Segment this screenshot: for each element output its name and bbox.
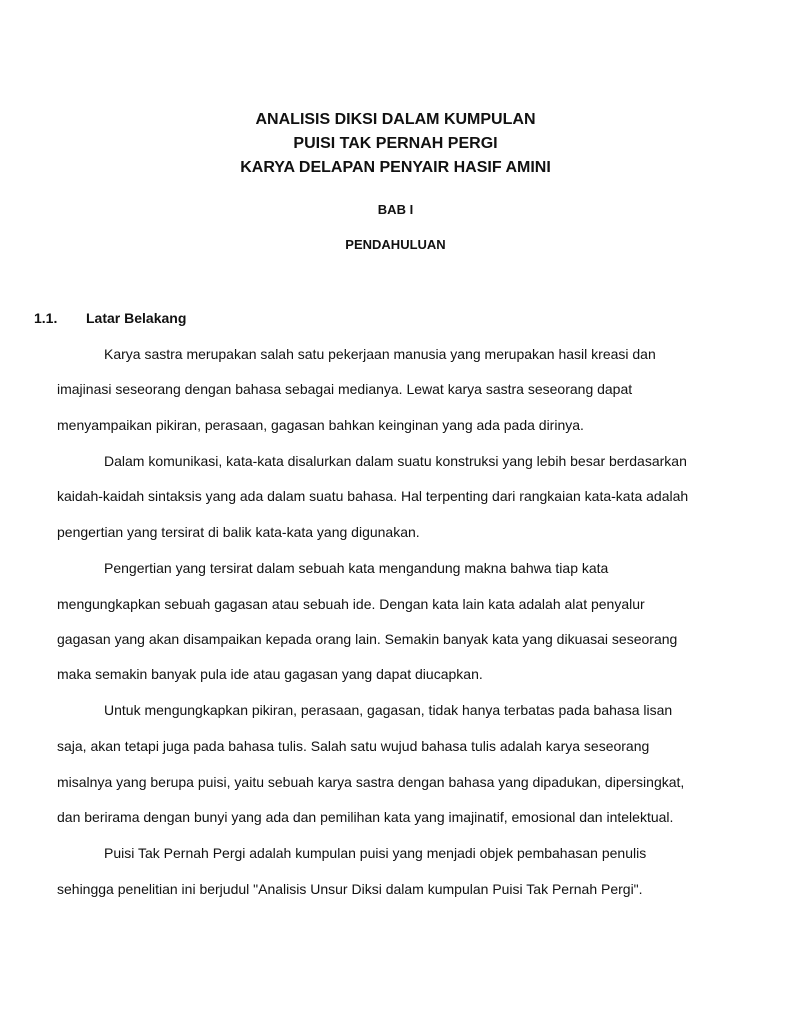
document-title xyxy=(0,108,791,180)
section-title: Latar Belakang xyxy=(86,310,187,326)
title-line-2: PUISI TAK PERNAH PERGI xyxy=(293,135,498,152)
paragraph-line: dan berirama dengan bunyi yang ada dan pemilihan kata yang imajinatif, emosional dan intelektual. xyxy=(57,809,674,825)
paragraph-line: menyampaikan pikiran, perasaan, gagasan bahkan keinginan yang ada pada dirinya. xyxy=(57,417,584,433)
paragraph-line: maka semakin banyak pula ide atau gagasan yang dapat diucapkan. xyxy=(57,666,483,682)
paragraph-line: saja, akan tetapi juga pada bahasa tulis. Salah satu wujud bahasa tulis adalah karya seseorang xyxy=(57,738,650,754)
section-heading xyxy=(34,310,186,326)
paragraph-line: Untuk mengungkapkan pikiran, perasaan, gagasan, tidak hanya terbatas pada bahasa lisan xyxy=(104,702,673,718)
title-line-3: KARYA DELAPAN PENYAIR HASIF AMINI xyxy=(240,159,551,176)
paragraph-line: Puisi Tak Pernah Pergi adalah kumpulan puisi yang menjadi objek pembahasan penulis xyxy=(104,845,647,861)
paragraph-line: gagasan yang akan disampaikan kepada orang lain. Semakin banyak kata yang dikuasai seseorang xyxy=(57,631,678,647)
paragraph-line: misalnya yang berupa puisi, yaitu sebuah karya sastra dengan bahasa yang dipadukan, dipersingkat, xyxy=(57,774,685,790)
paragraph-line: Karya sastra merupakan salah satu pekerjaan manusia yang merupakan hasil kreasi dan xyxy=(104,346,656,362)
paragraph-line: pengertian yang tersirat di balik kata-kata yang digunakan. xyxy=(57,524,420,540)
section-number: 1.1. xyxy=(34,310,58,326)
paragraph-line: mengungkapkan sebuah gagasan atau sebuah ide. Dengan kata lain kata adalah alat penyalur xyxy=(57,596,645,612)
paragraph-line: sehingga penelitian ini berjudul "Analisis Unsur Diksi dalam kumpulan Puisi Tak Pernah Pergi". xyxy=(57,881,643,897)
chapter-title: PENDAHULUAN xyxy=(345,237,446,252)
title-line-1: ANALISIS DIKSI DALAM KUMPULAN xyxy=(255,111,536,128)
paragraph-line: Dalam komunikasi, kata-kata disalurkan dalam suatu konstruksi yang lebih besar berdasarkan xyxy=(104,453,687,469)
paragraph-line: imajinasi seseorang dengan bahasa sebagai medianya. Lewat karya sastra seseorang dapat xyxy=(57,381,633,397)
paragraph-line: Pengertian yang tersirat dalam sebuah kata mengandung makna bahwa tiap kata xyxy=(104,560,609,576)
paragraph-line: kaidah-kaidah sintaksis yang ada dalam suatu bahasa. Hal terpenting dari rangkaian kata-kata adalah xyxy=(57,488,689,504)
chapter-number: BAB I xyxy=(377,202,414,217)
